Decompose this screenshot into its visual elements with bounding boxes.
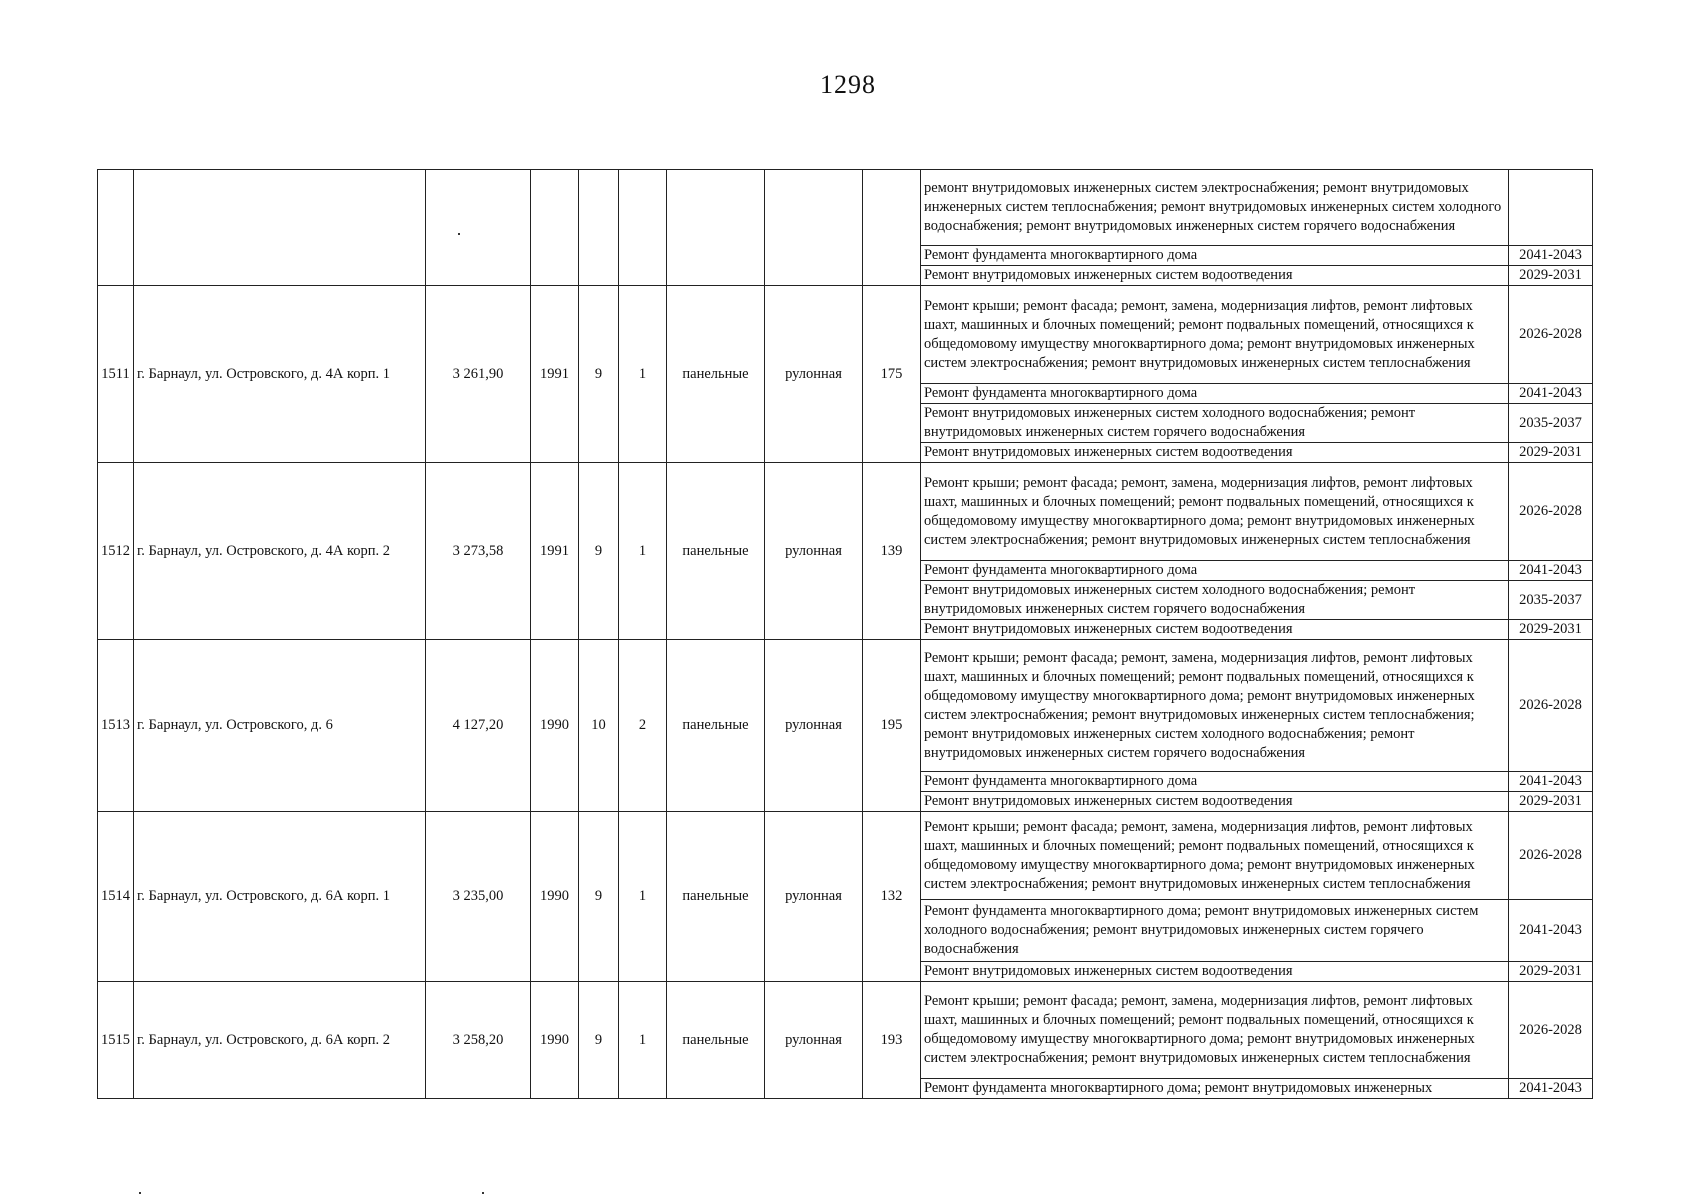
roof-type-cell (765, 170, 863, 286)
work-period-cell: 2041-2043 (1509, 384, 1593, 404)
year-cell: 1991 (531, 286, 579, 463)
work-period-cell (1509, 170, 1593, 246)
work-description-cell: Ремонт внутридомовых инженерных систем холодного водоснабжения; ремонт внутридомовых инженерных систем горячего водоснабжения (921, 404, 1509, 443)
roof-type-cell: рулонная (765, 286, 863, 463)
row-number: 1511 (98, 286, 134, 463)
work-period-cell: 2041-2043 (1509, 561, 1593, 581)
address-cell: г. Барнаул, ул. Островского, д. 6А корп. 1 (134, 812, 426, 982)
work-description-cell: Ремонт внутридомовых инженерных систем водоотведения (921, 266, 1509, 286)
table-row (98, 982, 1593, 1079)
work-description-cell: Ремонт фундамента многоквартирного дома (921, 772, 1509, 792)
area-cell: 3 258,20 (426, 982, 531, 1099)
entrances-cell (619, 170, 667, 286)
work-description-cell: Ремонт крыши; ремонт фасада; ремонт, замена, модернизация лифтов, ремонт лифтовых шахт, машинных и блочных помещений; ремонт подвальных помещений, относящихся к общедомовому имуществу многоквартирного дома; ремонт внутридомовых инженерных систем электроснабжения; ремонт внутридомовых инженерных систем теплоснабжения; ремонт внутридомовых инженерных систем холодного водоснабжения; ремонт внутридомовых инженерных систем горячего водоснабжения (921, 640, 1509, 772)
year-cell: 1990 (531, 982, 579, 1099)
roof-type-cell: рулонная (765, 982, 863, 1099)
work-period-cell: 2029-2031 (1509, 266, 1593, 286)
wall-material-cell (667, 170, 765, 286)
work-period-cell: 2041-2043 (1509, 1079, 1593, 1099)
floors-cell: 9 (579, 812, 619, 982)
scan-artifact (458, 233, 460, 235)
roof-type-cell: рулонная (765, 640, 863, 812)
table-row (98, 170, 1593, 246)
table-row (98, 463, 1593, 561)
work-description-cell: Ремонт внутридомовых инженерных систем водоотведения (921, 792, 1509, 812)
work-description-cell: Ремонт фундамента многоквартирного дома (921, 384, 1509, 404)
work-period-cell: 2029-2031 (1509, 620, 1593, 640)
address-cell: г. Барнаул, ул. Островского, д. 6А корп. 2 (134, 982, 426, 1099)
work-period-cell: 2026-2028 (1509, 286, 1593, 384)
work-description-cell: Ремонт фундамента многоквартирного дома (921, 246, 1509, 266)
address-cell (134, 170, 426, 286)
wall-material-cell: панельные (667, 463, 765, 640)
row-number: 1515 (98, 982, 134, 1099)
work-period-cell: 2035-2037 (1509, 404, 1593, 443)
table-body (98, 170, 1593, 1099)
work-description-cell: Ремонт внутридомовых инженерных систем холодного водоснабжения; ремонт внутридомовых инженерных систем горячего водоснабжения (921, 581, 1509, 620)
address-cell: г. Барнаул, ул. Островского, д. 4А корп. 1 (134, 286, 426, 463)
roof-type-cell: рулонная (765, 463, 863, 640)
address-cell: г. Барнаул, ул. Островского, д. 6 (134, 640, 426, 812)
row-number: 1514 (98, 812, 134, 982)
year-cell (531, 170, 579, 286)
area-cell: 4 127,20 (426, 640, 531, 812)
flats-cell: 195 (863, 640, 921, 812)
entrances-cell: 1 (619, 286, 667, 463)
area-cell: 3 235,00 (426, 812, 531, 982)
table-row (98, 286, 1593, 384)
table-row (98, 640, 1593, 772)
entrances-cell: 1 (619, 463, 667, 640)
year-cell: 1991 (531, 463, 579, 640)
work-description-cell: Ремонт крыши; ремонт фасада; ремонт, замена, модернизация лифтов, ремонт лифтовых шахт, машинных и блочных помещений; ремонт подвальных помещений, относящихся к общедомовому имуществу многоквартирного дома; ремонт внутридомовых инженерных систем электроснабжения; ремонт внутридомовых инженерных систем теплоснабжения (921, 812, 1509, 900)
year-cell: 1990 (531, 640, 579, 812)
page-number: 1298 (820, 70, 876, 99)
work-period-cell: 2041-2043 (1509, 900, 1593, 962)
work-description-cell: Ремонт крыши; ремонт фасада; ремонт, замена, модернизация лифтов, ремонт лифтовых шахт, машинных и блочных помещений; ремонт подвальных помещений, относящихся к общедомовому имуществу многоквартирного дома; ремонт внутридомовых инженерных систем электроснабжения; ремонт внутридомовых инженерных систем теплоснабжения (921, 286, 1509, 384)
area-cell: 3 261,90 (426, 286, 531, 463)
floors-cell: 9 (579, 286, 619, 463)
flats-cell: 193 (863, 982, 921, 1099)
work-description-cell: Ремонт крыши; ремонт фасада; ремонт, замена, модернизация лифтов, ремонт лифтовых шахт, машинных и блочных помещений; ремонт подвальных помещений, относящихся к общедомовому имуществу многоквартирного дома; ремонт внутридомовых инженерных систем электроснабжения; ремонт внутридомовых инженерных систем теплоснабжения (921, 463, 1509, 561)
floors-cell: 10 (579, 640, 619, 812)
area-cell: 3 273,58 (426, 463, 531, 640)
entrances-cell: 2 (619, 640, 667, 812)
address-cell: г. Барнаул, ул. Островского, д. 4А корп. 2 (134, 463, 426, 640)
work-period-cell: 2029-2031 (1509, 962, 1593, 982)
flats-cell: 175 (863, 286, 921, 463)
work-description-cell: Ремонт фундамента многоквартирного дома (921, 561, 1509, 581)
flats-cell: 139 (863, 463, 921, 640)
row-number: 1513 (98, 640, 134, 812)
wall-material-cell: панельные (667, 812, 765, 982)
work-period-cell: 2026-2028 (1509, 640, 1593, 772)
scan-artifact (482, 1192, 484, 1194)
row-number: 1512 (98, 463, 134, 640)
work-period-cell: 2029-2031 (1509, 792, 1593, 812)
work-period-cell: 2026-2028 (1509, 982, 1593, 1079)
work-period-cell: 2041-2043 (1509, 772, 1593, 792)
work-description-cell: Ремонт внутридомовых инженерных систем водоотведения (921, 443, 1509, 463)
work-period-cell: 2041-2043 (1509, 246, 1593, 266)
wall-material-cell: панельные (667, 982, 765, 1099)
work-description-cell: ремонт внутридомовых инженерных систем электроснабжения; ремонт внутридомовых инженерных систем теплоснабжения; ремонт внутридомовых инженерных систем холодного водоснабжения; ремонт внутридомовых инженерных систем горячего водоснабжения (921, 170, 1509, 246)
work-description-cell: Ремонт внутридомовых инженерных систем водоотведения (921, 620, 1509, 640)
entrances-cell: 1 (619, 982, 667, 1099)
repair-schedule-table (97, 169, 1593, 1099)
work-description-cell: Ремонт крыши; ремонт фасада; ремонт, замена, модернизация лифтов, ремонт лифтовых шахт, машинных и блочных помещений; ремонт подвальных помещений, относящихся к общедомовому имуществу многоквартирного дома; ремонт внутридомовых инженерных систем электроснабжения; ремонт внутридомовых инженерных систем теплоснабжения (921, 982, 1509, 1079)
work-description-cell: Ремонт фундамента многоквартирного дома; ремонт внутридомовых инженерных (921, 1079, 1509, 1099)
year-cell: 1990 (531, 812, 579, 982)
row-number (98, 170, 134, 286)
floors-cell: 9 (579, 463, 619, 640)
entrances-cell: 1 (619, 812, 667, 982)
floors-cell: 9 (579, 982, 619, 1099)
flats-cell: 132 (863, 812, 921, 982)
work-description-cell: Ремонт внутридомовых инженерных систем водоотведения (921, 962, 1509, 982)
area-cell (426, 170, 531, 286)
roof-type-cell: рулонная (765, 812, 863, 982)
work-description-cell: Ремонт фундамента многоквартирного дома; ремонт внутридомовых инженерных систем холодного водоснабжения; ремонт внутридомовых инженерных систем горячего водоснабжения (921, 900, 1509, 962)
wall-material-cell: панельные (667, 286, 765, 463)
flats-cell (863, 170, 921, 286)
floors-cell (579, 170, 619, 286)
wall-material-cell: панельные (667, 640, 765, 812)
work-period-cell: 2026-2028 (1509, 812, 1593, 900)
table-row (98, 812, 1593, 900)
work-period-cell: 2035-2037 (1509, 581, 1593, 620)
work-period-cell: 2029-2031 (1509, 443, 1593, 463)
work-period-cell: 2026-2028 (1509, 463, 1593, 561)
scan-artifact (139, 1192, 141, 1194)
